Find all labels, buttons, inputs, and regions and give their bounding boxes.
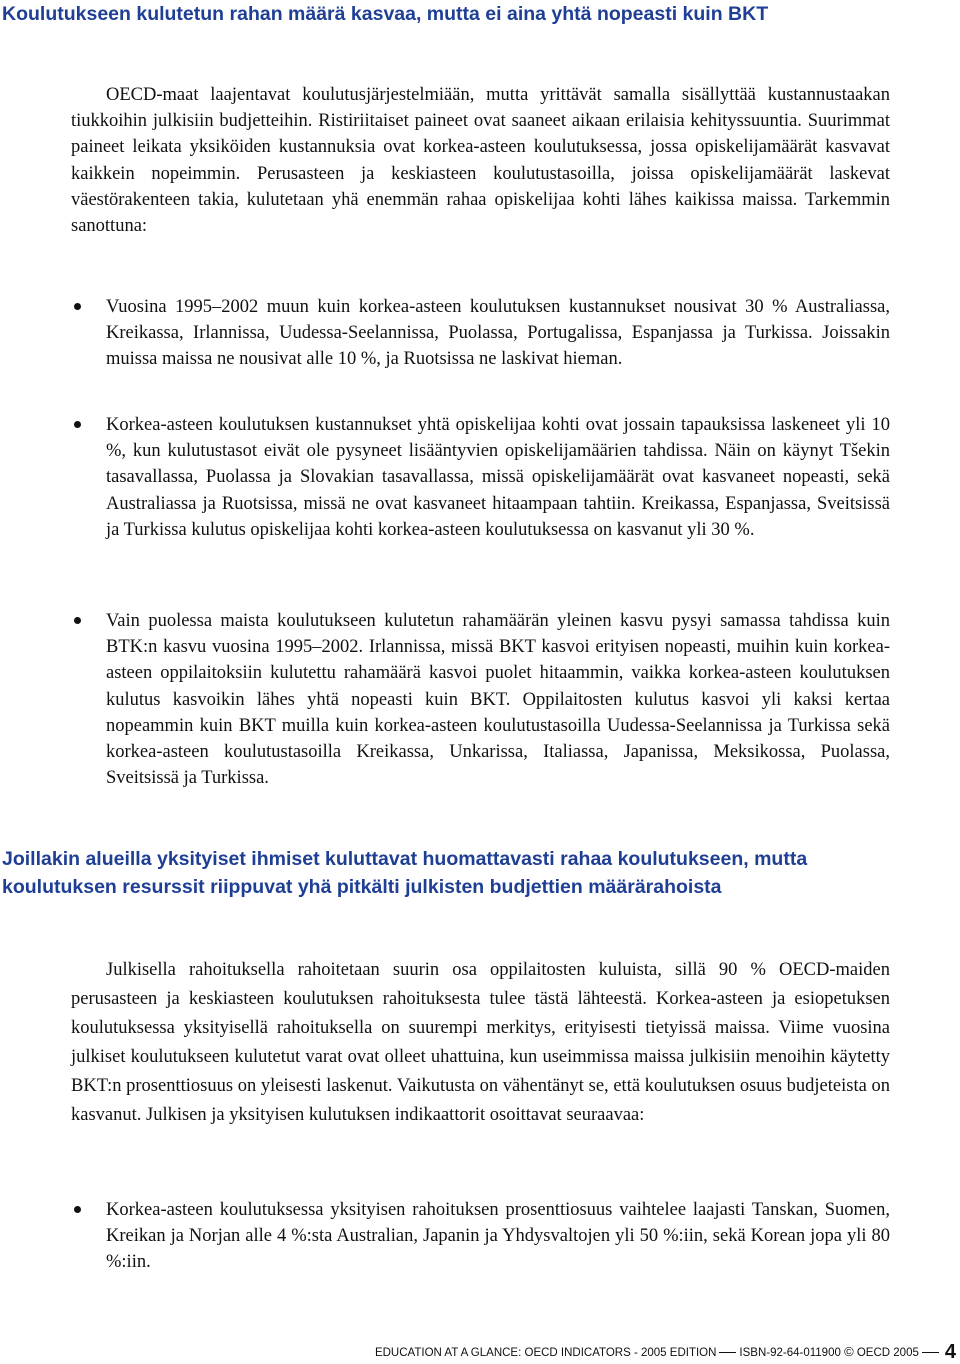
bullet-icon [74,1206,81,1213]
footer-dash [922,1352,939,1353]
copyright-icon: © [844,1344,854,1359]
page-number: 4 [944,1341,956,1363]
bullet-item: Korkea-asteen koulutuksessa yksityisen rahoituksen prosenttiosuus vaihtelee laajasti Tanskan, Suomen, Kreikan ja Norjan alle 4 %:sta Australian, Japanin ja Yhdysvaltojen yli 50 %:iin, sekä Korean jopa yli 80 %:iin. [106,1200,890,1273]
footer-copyright: OECD 2005 [856,1347,919,1359]
bullet-item: Vain puolessa maista koulutukseen kulutetun rahamäärän yleinen kasvu pysyi samassa tahdissa kuin BTK:n kasvu vuosina 1995–2002. Irlannissa, missä BKT kasvoi erityisen nopeasti, muihin kuin korkea-asteen oppilaitoksiin kulutettu rahamäärä kasvoi puolet hitaammin, vaikka korkea-asteen koulutuksen kulutus kasvoikin lähes yhtä nopeasti kuin BKT. Oppilaitosten kulutus kasvoi yli kaksi kertaa nopeammin kuin BKT muilla kuin korkea-asteen koulutustasoilla Uudessa-Seelannissa ja Turkissa sekä korkea-asteen koulutustasoilla Kreikassa, Unkarissa, Italiassa, Japanissa, Meksikossa, Puolassa, Sveitsissä ja Turkissa. [106,611,890,789]
bullet-item: Korkea-asteen koulutuksen kustannukset yhtä opiskelijaa kohti ovat jossain tapauksissa laskeneet yli 10 %, kun kulutustasot eivät ole pysyneet lisääntyvien opiskelijamäärien tahdissa. Näin on käynyt Tšekin tasavallassa, Puolassa ja Slovakian tasavallassa, missä opiskelijamäärät ovat kasvaneet nopeasti, sekä Australiassa ja Ruotsissa, missä ne ovat kasvaneet hitaampaan tahtiin. Kreikassa, Espanjassa, Sveitsissä ja Turkissa kulutus opiskelijaa kohti korkea-asteen koulutuksessa on kasvanut yli 30 %. [106,415,890,540]
bullet-icon [74,617,81,624]
section-heading-private-funding: Joillakin alueilla yksityiset ihmiset kuluttavat huomattavasti rahaa koulutukseen, mutta koulutuksen resurssit riippuvat yhä pitkälti julkisten budjettien määrärahoista [2,848,808,898]
footer-isbn: ISBN-92-64-011900 [739,1347,841,1359]
footer-publication: EDUCATION AT A GLANCE: OECD INDICATORS - 2005 EDITION [374,1347,717,1359]
intro-paragraph-funding: Julkisella rahoituksella rahoitetaan suurin osa oppilaitosten kuluista, sillä 90 % OECD-maiden perusasteen ja keskiasteen koulutuksen rahoituksesta tulee tästä lähteestä. Korkea-asteen ja esiopetuksen koulutuksessa yksityisellä rahoituksella on suurempi merkitys, erityisesti tietyissä maissa. Viime vuosina julkiset koulutukseen kulutetut varat ovat olleet uhattuina, kun useimmissa maissa julkisiin menoihin käytetty BKT:n prosenttiosuus on yleisesti laskenut. Vaikutusta on vähentänyt se, että koulutuksen osuus budjeteista on kasvanut. Julkisen ja yksityisen kulutuksen indikaattorit osoittavat seuraavaa: [71,960,890,1125]
section-heading-spending: Koulutukseen kulutetun rahan määrä kasvaa, mutta ei aina yhtä nopeasti kuin BKT [2,3,769,25]
footer-dash [719,1352,736,1353]
page-footer [375,1341,956,1364]
bullet-icon [74,421,81,428]
intro-paragraph-spending: OECD-maat laajentavat koulutusjärjestelmiään, mutta yrittävät samalla sisällyttää kustannustaakan tiukkoihin julkisiin budjetteihin. Ristiriitaiset paineet ovat saaneet aikaan erilaisia kehityssuuntia. Suurimmat paineet leikata yksiköiden kustannuksia ovat korkea-asteen koulutuksessa, jossa opiskelijamäärät kasvavat kaikkein nopeimmin. Perusasteen ja keskiasteen koulutustasoilla, joissa opiskelijamäärät laskevat väestörakenteen takia, kulutetaan yhä enemmän rahaa opiskelijaa kohti lähes kaikissa maissa. Tarkemmin sanottuna: [71,85,890,237]
bullet-icon [74,303,81,310]
bullet-item: Vuosina 1995–2002 muun kuin korkea-asteen koulutuksen kustannukset nousivat 30 % Australiassa, Kreikassa, Irlannissa, Uudessa-Seelannissa, Puolassa, Portugalissa, Espanjassa ja Turkissa. Joissakin muissa maissa ne nousivat alle 10 %, ja Ruotsissa ne laskivat hieman. [106,297,890,370]
